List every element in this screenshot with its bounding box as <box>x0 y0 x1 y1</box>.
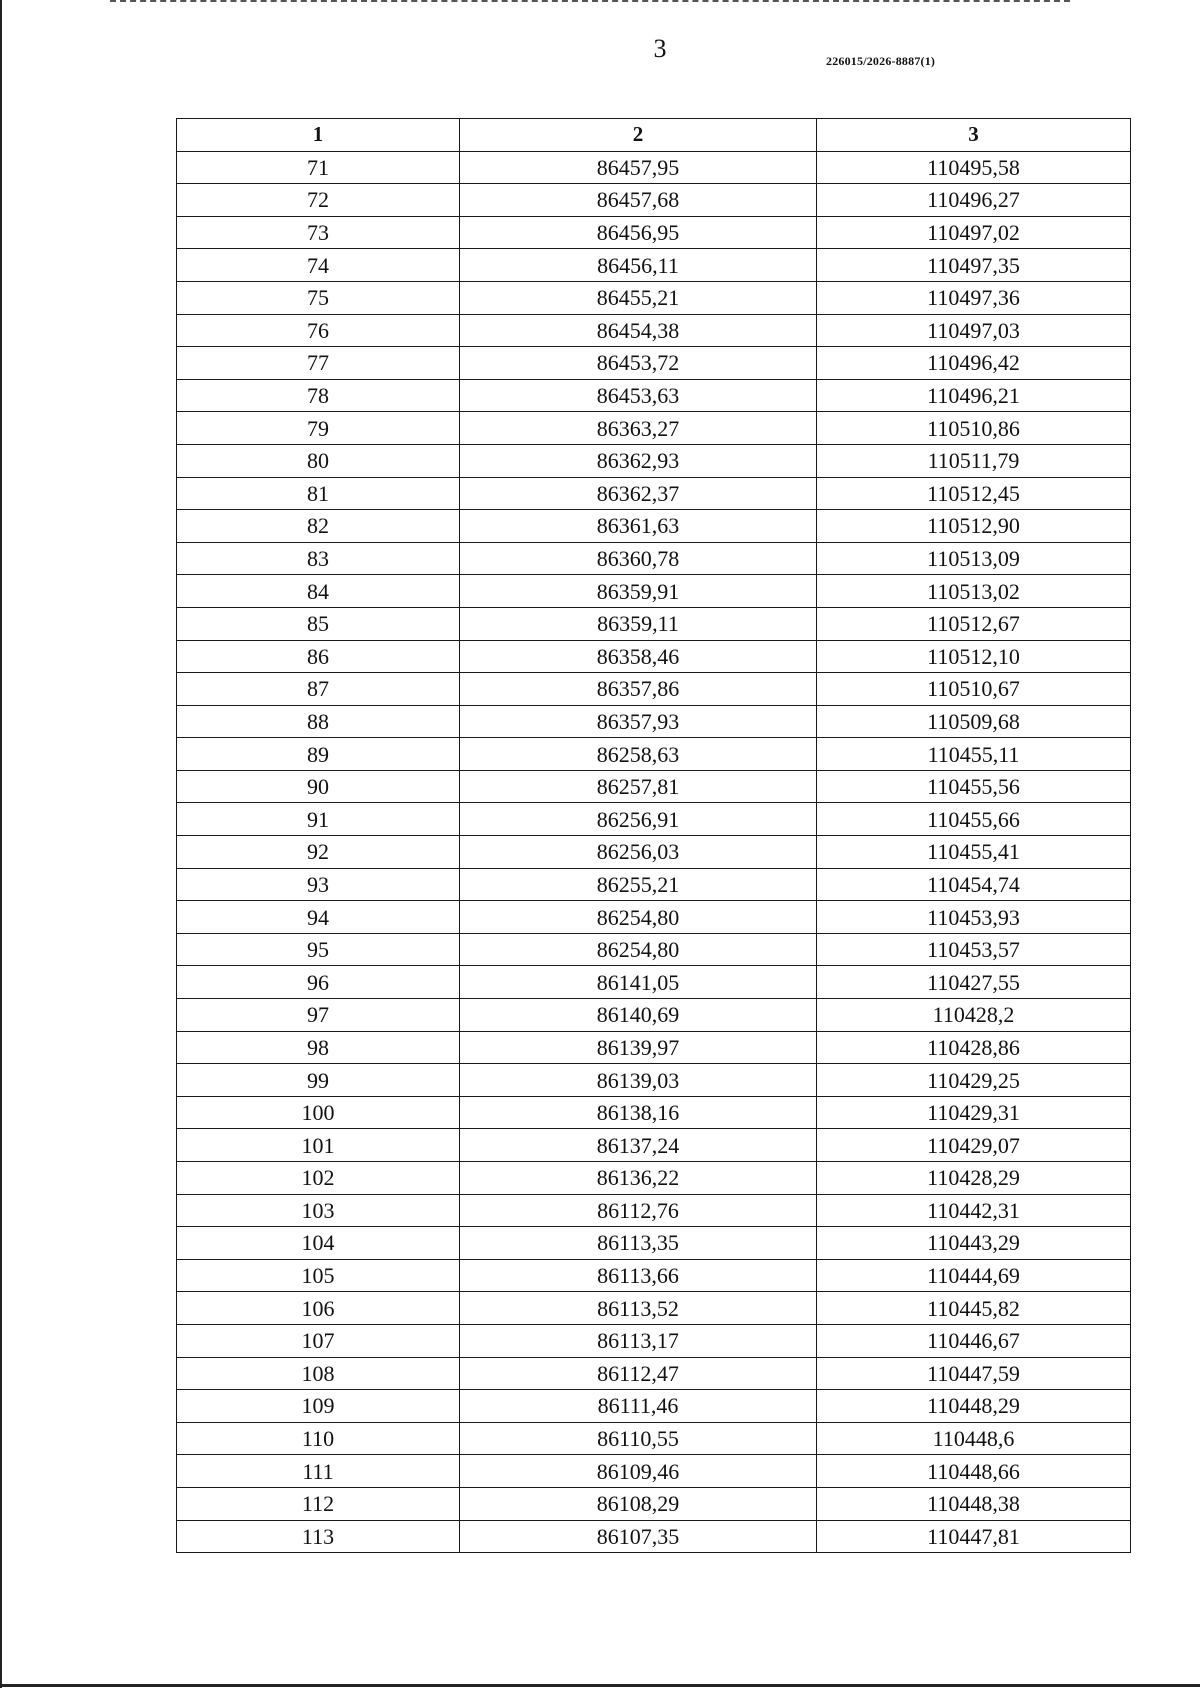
table-cell: 86362,93 <box>460 444 817 477</box>
table-row <box>177 770 1131 803</box>
table-cell: 110497,03 <box>817 314 1131 347</box>
table-cell: 86112,76 <box>460 1194 817 1227</box>
table-row <box>177 933 1131 966</box>
table-row <box>177 249 1131 282</box>
table-cell: 86453,72 <box>460 347 817 380</box>
table-cell: 86140,69 <box>460 999 817 1032</box>
table-cell: 110429,25 <box>817 1064 1131 1097</box>
table-cell: 110455,11 <box>817 738 1131 771</box>
table-body <box>177 151 1131 1553</box>
table-row <box>177 1259 1131 1292</box>
table-row <box>177 575 1131 608</box>
table-cell: 84 <box>177 575 460 608</box>
table-cell: 110 <box>177 1422 460 1455</box>
table-cell: 86457,95 <box>460 151 817 184</box>
table-cell: 103 <box>177 1194 460 1227</box>
table-cell: 86258,63 <box>460 738 817 771</box>
table-row <box>177 1520 1131 1553</box>
table-cell: 104 <box>177 1227 460 1260</box>
table-row <box>177 1162 1131 1195</box>
table-cell: 110510,67 <box>817 673 1131 706</box>
table-cell: 94 <box>177 901 460 934</box>
table-row <box>177 1227 1131 1260</box>
table-cell: 106 <box>177 1292 460 1325</box>
table-cell: 80 <box>177 444 460 477</box>
table-cell: 111 <box>177 1455 460 1488</box>
table-cell: 110429,31 <box>817 1096 1131 1129</box>
table-cell: 86113,52 <box>460 1292 817 1325</box>
table-cell: 110453,93 <box>817 901 1131 934</box>
table-cell: 86361,63 <box>460 510 817 543</box>
table-row <box>177 510 1131 543</box>
table-cell: 113 <box>177 1520 460 1553</box>
table-cell: 101 <box>177 1129 460 1162</box>
table-cell: 86454,38 <box>460 314 817 347</box>
table-row <box>177 607 1131 640</box>
table-cell: 79 <box>177 412 460 445</box>
table-row <box>177 803 1131 836</box>
table-cell: 110512,67 <box>817 607 1131 640</box>
table-cell: 110509,68 <box>817 705 1131 738</box>
table-cell: 96 <box>177 966 460 999</box>
table-cell: 110428,2 <box>817 999 1131 1032</box>
table-row <box>177 216 1131 249</box>
table-cell: 110442,31 <box>817 1194 1131 1227</box>
table-cell: 76 <box>177 314 460 347</box>
table-cell: 112 <box>177 1487 460 1520</box>
table-cell: 110427,55 <box>817 966 1131 999</box>
table-cell: 88 <box>177 705 460 738</box>
table-row <box>177 1324 1131 1357</box>
table-row <box>177 184 1131 217</box>
table-cell: 86 <box>177 640 460 673</box>
table-row <box>177 836 1131 869</box>
table-row <box>177 738 1131 771</box>
table-cell: 86255,21 <box>460 868 817 901</box>
table-row <box>177 444 1131 477</box>
table-cell: 82 <box>177 510 460 543</box>
table-cell: 97 <box>177 999 460 1032</box>
table-cell: 86359,11 <box>460 607 817 640</box>
table-row <box>177 314 1131 347</box>
table-cell: 85 <box>177 607 460 640</box>
table-cell: 86110,55 <box>460 1422 817 1455</box>
document-reference: 226015/2026-8887(1) <box>826 54 936 68</box>
table-cell: 86357,93 <box>460 705 817 738</box>
table-cell: 110453,57 <box>817 933 1131 966</box>
table-row <box>177 1487 1131 1520</box>
table-cell: 110444,69 <box>817 1259 1131 1292</box>
table-cell: 110496,21 <box>817 379 1131 412</box>
table-cell: 110497,36 <box>817 281 1131 314</box>
table-cell: 75 <box>177 281 460 314</box>
table-cell: 86141,05 <box>460 966 817 999</box>
table-cell: 86457,68 <box>460 184 817 217</box>
page-number: 3 <box>653 34 667 63</box>
column-header: 2 <box>460 119 817 152</box>
table-cell: 86138,16 <box>460 1096 817 1129</box>
table-cell: 93 <box>177 868 460 901</box>
table-cell: 90 <box>177 770 460 803</box>
table-row <box>177 281 1131 314</box>
table-cell: 110428,29 <box>817 1162 1131 1195</box>
table-cell: 86137,24 <box>460 1129 817 1162</box>
page-left-edge <box>0 0 2 1688</box>
table-row <box>177 1292 1131 1325</box>
table-cell: 110446,67 <box>817 1324 1131 1357</box>
table-cell: 107 <box>177 1324 460 1357</box>
table-cell: 86109,46 <box>460 1455 817 1488</box>
table-cell: 86111,46 <box>460 1390 817 1423</box>
table-cell: 86362,37 <box>460 477 817 510</box>
table-cell: 110495,58 <box>817 151 1131 184</box>
table-cell: 86254,80 <box>460 933 817 966</box>
table-cell: 86107,35 <box>460 1520 817 1553</box>
table-row <box>177 347 1131 380</box>
table-cell: 72 <box>177 184 460 217</box>
table-row <box>177 379 1131 412</box>
table-cell: 110512,90 <box>817 510 1131 543</box>
table-row <box>177 1455 1131 1488</box>
table-cell: 86108,29 <box>460 1487 817 1520</box>
table-row <box>177 1129 1131 1162</box>
table-cell: 78 <box>177 379 460 412</box>
table-cell: 89 <box>177 738 460 771</box>
table-row <box>177 151 1131 184</box>
table-cell: 86359,91 <box>460 575 817 608</box>
table-cell: 105 <box>177 1259 460 1292</box>
table-cell: 110447,81 <box>817 1520 1131 1553</box>
table-cell: 86113,66 <box>460 1259 817 1292</box>
table-cell: 86136,22 <box>460 1162 817 1195</box>
table-cell: 110510,86 <box>817 412 1131 445</box>
table-cell: 95 <box>177 933 460 966</box>
table-cell: 87 <box>177 673 460 706</box>
table-row <box>177 477 1131 510</box>
table-cell: 110443,29 <box>817 1227 1131 1260</box>
table-cell: 83 <box>177 542 460 575</box>
table-cell: 110455,56 <box>817 770 1131 803</box>
table-cell: 86113,17 <box>460 1324 817 1357</box>
table-cell: 110448,6 <box>817 1422 1131 1455</box>
page-bottom-edge <box>0 1684 1200 1687</box>
table-row <box>177 999 1131 1032</box>
table-cell: 86113,35 <box>460 1227 817 1260</box>
table-row <box>177 1390 1131 1423</box>
table-cell: 86256,03 <box>460 836 817 869</box>
table-cell: 86358,46 <box>460 640 817 673</box>
table-cell: 91 <box>177 803 460 836</box>
table-cell: 86257,81 <box>460 770 817 803</box>
table-cell: 110454,74 <box>817 868 1131 901</box>
table-cell: 110445,82 <box>817 1292 1131 1325</box>
table-cell: 110429,07 <box>817 1129 1131 1162</box>
table-row <box>177 1031 1131 1064</box>
table-row <box>177 542 1131 575</box>
table-row <box>177 868 1131 901</box>
table-cell: 86363,27 <box>460 412 817 445</box>
table-cell: 71 <box>177 151 460 184</box>
table-cell: 109 <box>177 1390 460 1423</box>
table-cell: 81 <box>177 477 460 510</box>
table-row <box>177 705 1131 738</box>
table-cell: 86456,95 <box>460 216 817 249</box>
table-row <box>177 1064 1131 1097</box>
table-cell: 108 <box>177 1357 460 1390</box>
table-cell: 110496,42 <box>817 347 1131 380</box>
table-row <box>177 901 1131 934</box>
table-cell: 73 <box>177 216 460 249</box>
table-row <box>177 1194 1131 1227</box>
table-cell: 110428,86 <box>817 1031 1131 1064</box>
coordinates-table <box>176 118 1131 1553</box>
table-cell: 110448,66 <box>817 1455 1131 1488</box>
table-cell: 110455,66 <box>817 803 1131 836</box>
table-cell: 86456,11 <box>460 249 817 282</box>
table-cell: 92 <box>177 836 460 869</box>
table-cell: 110513,02 <box>817 575 1131 608</box>
table-cell: 110513,09 <box>817 542 1131 575</box>
table-cell: 86453,63 <box>460 379 817 412</box>
table-cell: 86360,78 <box>460 542 817 575</box>
table-cell: 110455,41 <box>817 836 1131 869</box>
table-cell: 110448,38 <box>817 1487 1131 1520</box>
table-header-row <box>177 119 1131 152</box>
table-cell: 74 <box>177 249 460 282</box>
table-cell: 110496,27 <box>817 184 1131 217</box>
table-row <box>177 673 1131 706</box>
table-cell: 77 <box>177 347 460 380</box>
table-cell: 100 <box>177 1096 460 1129</box>
table-row <box>177 1422 1131 1455</box>
table-cell: 110448,29 <box>817 1390 1131 1423</box>
table-cell: 86139,03 <box>460 1064 817 1097</box>
table-cell: 86254,80 <box>460 901 817 934</box>
column-header: 1 <box>177 119 460 152</box>
table-cell: 110497,02 <box>817 216 1131 249</box>
table-cell: 86357,86 <box>460 673 817 706</box>
table-row <box>177 966 1131 999</box>
table-cell: 102 <box>177 1162 460 1195</box>
table-cell: 86455,21 <box>460 281 817 314</box>
column-header: 3 <box>817 119 1131 152</box>
scan-top-artifact <box>110 0 1070 5</box>
table-cell: 86139,97 <box>460 1031 817 1064</box>
table-cell: 86112,47 <box>460 1357 817 1390</box>
table-cell: 110497,35 <box>817 249 1131 282</box>
table-cell: 110512,10 <box>817 640 1131 673</box>
table-cell: 110512,45 <box>817 477 1131 510</box>
table-row <box>177 1357 1131 1390</box>
table-row <box>177 1096 1131 1129</box>
table-cell: 99 <box>177 1064 460 1097</box>
table-row <box>177 412 1131 445</box>
table-cell: 86256,91 <box>460 803 817 836</box>
table-row <box>177 640 1131 673</box>
table-cell: 98 <box>177 1031 460 1064</box>
table-cell: 110511,79 <box>817 444 1131 477</box>
table-cell: 110447,59 <box>817 1357 1131 1390</box>
